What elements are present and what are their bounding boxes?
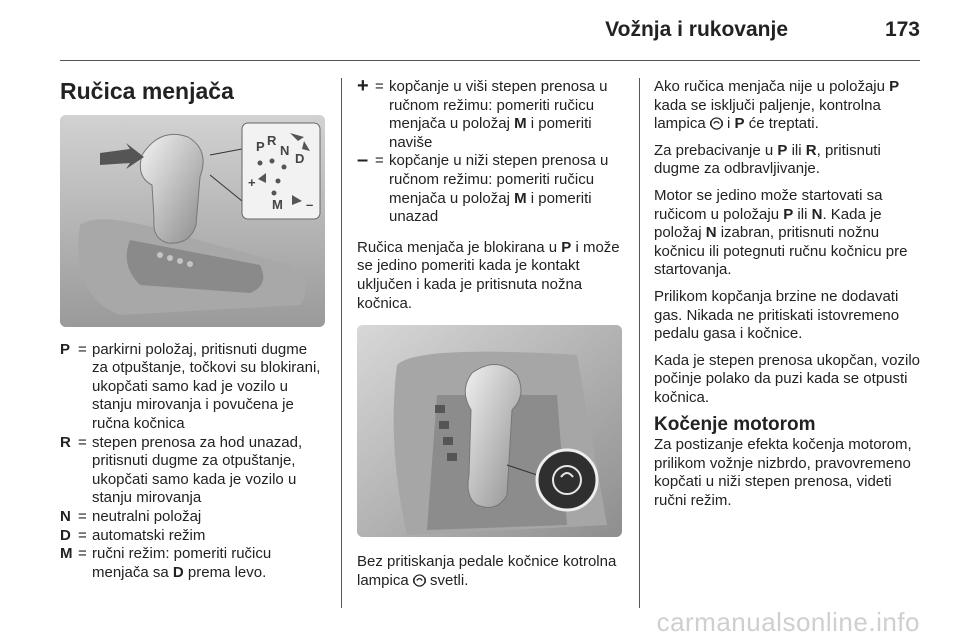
def-text: automatski režim — [92, 526, 206, 544]
brake-lamp-icon — [710, 117, 723, 130]
def-key: N — [60, 507, 71, 525]
subsection-title: Kočenje motorom — [654, 413, 816, 435]
gear-lever-illustration — [60, 115, 325, 327]
def-text-part: prema levo. — [183, 563, 267, 581]
figure-label-plus: + — [248, 174, 256, 190]
paragraph — [654, 142, 924, 179]
def-text-part: kopčanje u viši stepen prenosa u ručnom režimu: pomeriti ručicu menjača u položaj — [389, 78, 608, 133]
def-text-part: ručni režim: pomeriti ručicu menjača sa — [92, 545, 272, 581]
def-row-plus — [357, 75, 627, 152]
paragraph — [654, 187, 924, 280]
text-part: Bez pritiskanja pedale kočnice kotrolna lampica — [357, 553, 617, 589]
paragraph: Kada je stepen prenosa ukopčan, vozilo počinje polako da puzi kada se otpusti kočnica. — [654, 351, 921, 406]
text-bold: P — [889, 78, 900, 95]
def-text — [389, 152, 627, 226]
page-header — [60, 14, 920, 48]
figure-label-d: D — [295, 150, 305, 166]
text-part: Motor se jedino može startovati sa ručicom u položaju — [654, 186, 883, 223]
header-divider — [60, 60, 920, 61]
paragraph: Prilikom kopčanja brzine ne dodavati gas. Nikada ne pritiskati istovremeno pedalu gasa i kočnice. — [654, 287, 900, 343]
def-key: M — [60, 545, 73, 563]
column-divider — [639, 78, 640, 608]
minus-icon: – — [357, 149, 369, 172]
text-bold: P — [561, 238, 572, 256]
paragraph: Za postizanje efekta kočenja motorom, prilikom vožnje nizbrdo, pravovremeno kopčati u niži stepen prenosa, videti ručni režim. — [654, 436, 912, 509]
text-part: će treptati. — [744, 115, 819, 133]
def-row-p — [60, 341, 325, 434]
def-text-bold: D — [172, 563, 184, 581]
gear-definitions — [60, 341, 325, 583]
def-text-part: i pomeriti unazad — [389, 189, 592, 226]
paragraph — [654, 78, 924, 134]
shift-lock-illustration — [357, 325, 622, 537]
def-eq: = — [375, 78, 384, 95]
watermark: carmanualsonline.info — [656, 607, 920, 637]
paragraph — [357, 239, 627, 313]
figure-label-m: M — [272, 196, 283, 212]
page-number: 173 — [884, 18, 920, 41]
def-row-n — [60, 508, 325, 527]
def-row-d — [60, 527, 325, 546]
figure-label-r: R — [267, 132, 277, 148]
def-text-part: kopčanje u niži stepen prenosa u ručnom režimu: pomeriti ručicu menjača u položaj — [389, 152, 609, 207]
text-bold: N — [811, 205, 823, 223]
def-eq: = — [78, 433, 87, 451]
def-eq: = — [78, 507, 87, 525]
text-bold: P — [734, 115, 745, 133]
text-bold: P — [777, 141, 788, 159]
text-bold: P — [783, 205, 794, 223]
text-part: Ako ručica menjača nije u položaju — [654, 78, 890, 95]
def-eq: = — [78, 545, 87, 563]
def-text — [92, 545, 325, 582]
gear-lever-photo — [60, 115, 325, 327]
section-title: Ručica menjača — [60, 78, 234, 104]
def-text: neutralni položaj — [92, 507, 202, 525]
def-eq: = — [78, 340, 87, 358]
text-part: , pritisnuti dugme za odbravljivanje. — [654, 141, 881, 178]
figure-label-p: P — [256, 138, 265, 154]
figure-label-n: N — [280, 142, 290, 158]
def-key: P — [60, 340, 71, 358]
def-text-part: i pomeriti naviše — [389, 115, 592, 151]
text-part: svetli. — [425, 571, 469, 589]
chapter-title: Vožnja i rukovanje — [605, 18, 788, 41]
column-left — [60, 70, 325, 582]
text-part: Za prebacivanje u — [654, 141, 778, 159]
text-part: Ručica menjača je blokirana u — [357, 238, 562, 256]
photo-caption — [357, 553, 627, 590]
column-divider — [341, 78, 342, 608]
def-row-r — [60, 434, 325, 508]
def-eq: = — [78, 526, 87, 544]
def-key: R — [60, 433, 71, 451]
def-row-minus — [357, 149, 627, 226]
def-text: parkirni položaj, pritisnuti dugme za otpuštanje, točkovi su blokirani, ukopčati samo kad je vozilo u stanju mirovanja i povučena je ručna kočnica — [92, 340, 321, 432]
text-bold: N — [705, 224, 717, 242]
text-part: izabran, pritisnuti nožnu kočnicu ili potegnuti ručnu kočnicu pre startovanja. — [654, 224, 908, 279]
text-bold: R — [805, 141, 817, 159]
shift-lock-photo — [357, 325, 622, 537]
text-part: . Kada je položaj — [654, 205, 882, 242]
def-text-bold: M — [514, 115, 527, 133]
column-middle — [357, 75, 627, 598]
figure-label-minus: – — [306, 196, 314, 212]
def-row-m — [60, 545, 325, 582]
text-part: i — [722, 115, 735, 133]
column-right — [654, 78, 924, 518]
text-part: ili — [787, 141, 806, 159]
text-part: i može se jedino pomeriti kada je kontakt uključen i kada je pritisnuta nožna kočnica. — [357, 238, 620, 312]
text-part: kada se isključi paljenje, kontrolna lampica — [654, 96, 881, 133]
def-key: D — [60, 526, 71, 544]
def-text: stepen prenosa za hod unazad, pritisnuti dugme za otpuštanje, ukopčati samo kada je vozilo u stanju mirovanja — [92, 433, 303, 507]
brake-lamp-icon — [413, 574, 426, 587]
def-text-bold: M — [514, 189, 527, 207]
text-part: ili — [793, 205, 812, 223]
def-text — [389, 78, 627, 152]
def-eq: = — [375, 152, 384, 170]
plus-icon: + — [357, 75, 369, 97]
